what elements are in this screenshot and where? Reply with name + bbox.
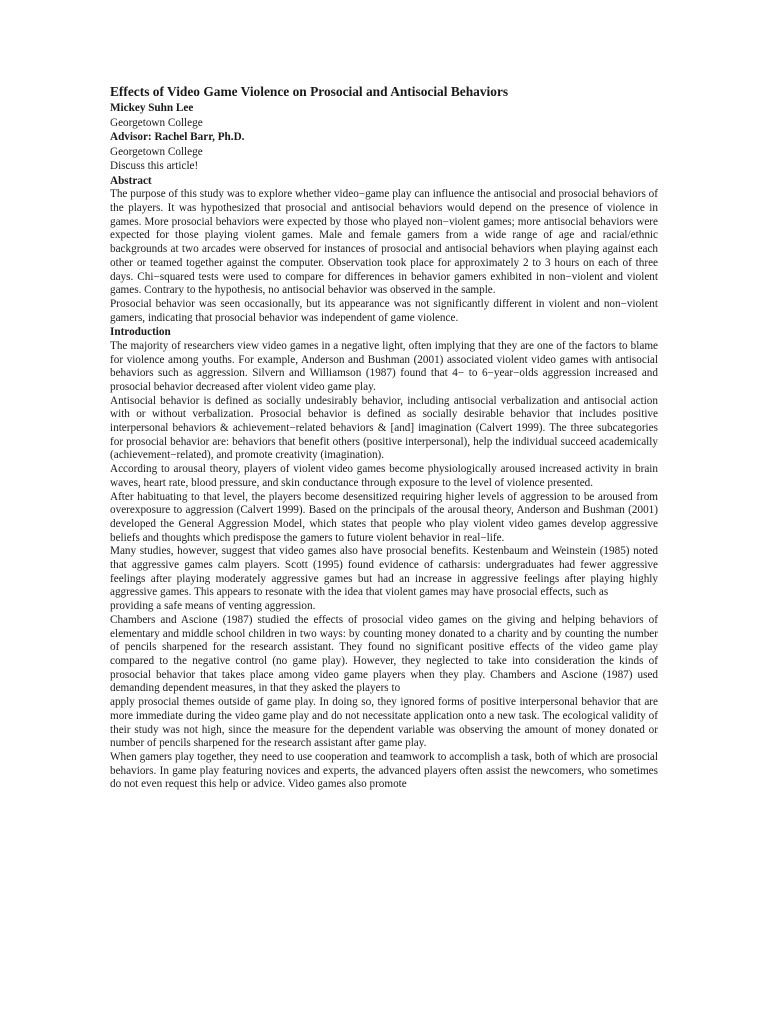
advisor-name: Advisor: Rachel Barr, Ph.D.: [110, 131, 245, 144]
author-name: Mickey Suhn Lee: [110, 102, 194, 114]
introduction-paragraph: apply prosocial themes outside of game play. In doing so, they ignored forms of positive interpersonal behavior that are more immediate during the video game play and do not necessitate application onto a new task. The ecological validity of their study was not high, since the measure for the dependent variable was observing the amount of money donated or number of pencils sharpened for the research assistant after game play.: [110, 696, 658, 750]
introduction-paragraph: When gamers play together, they need to use cooperation and teamwork to accomplish a task, both of which are prosocial behaviors. In game play featuring novices and experts, the advanced players often assist the newcomers, who sometimes do not even request this help or advice. Video games also promote: [110, 750, 658, 791]
introduction-paragraph: Chambers and Ascione (1987) studied the effects of prosocial video games on the giving and helping behaviors of elementary and middle school children in two ways: by counting money donated to a charity and by counting the number of pencils sharpened for the research assistant. They found no significant positive effects of the video game play compared to the negative control (no game play). However, they neglected to take into consideration the kinds of prosocial behavior that takes place among video game players when they play. Chambers and Ascione (1987) used demanding dependent measures, in that they asked the players to: [110, 613, 658, 695]
introduction-paragraph: Antisocial behavior is defined as socially undesirably behavior, including antisocial verbalization and antisocial action with or without verbalization. Prosocial behavior is defined as socially desirable behavior that includes positive interpersonal behaviors & achievement−related behaviors & [and] imagination (Calvert 1999). The three subcategories for prosocial behavior are: behaviors that benefit others (positive interpersonal), help the individual succeed academically (achievement−related), and promote creativity (imagination).: [110, 394, 658, 462]
abstract-paragraph: Prosocial behavior was seen occasionally, but its appearance was not significantly different in violent and non−violent gamers, indicating that prosocial behavior was independent of game violence.: [110, 298, 658, 324]
article-page: [110, 84, 658, 792]
introduction-paragraph: After habituating to that level, the players become desensitized requiring higher levels of aggression to be aroused from overexposure to aggression (Calvert 1999). Based on the principals of the arousal theory, Anderson and Bushman (2001) developed the General Aggression Model, which states that people who play violent video games develop aggressive beliefs and thoughts which predispose the gamers to future violent behavior in real−life.: [110, 490, 658, 544]
author-affiliation: Georgetown College: [110, 116, 203, 129]
advisor-affiliation: Georgetown College: [110, 145, 203, 158]
introduction-paragraph: providing a safe means of venting aggression.: [110, 600, 316, 613]
abstract-paragraph: The purpose of this study was to explore whether video−game play can influence the antisocial and prosocial behaviors of the players. It was hypothesized that prosocial and antisocial behaviors would depend on the presence of violence in games. More prosocial behaviors were expected by those who played non−violent games; more antisocial behaviors were expected for those playing violent games. Male and female gamers from a wide range of age and racial/ethnic backgrounds at two arcades were observed for instances of prosocial and antisocial behaviors when playing against each other or teamed together against the computer. Observation took place for approximately 2 to 3 hours on each of three days. Chi−squared tests were used to compare for differences in behavior gamers exhibited in non−violent and violent games. Contrary to the hypothesis, no antisocial behavior was observed in the sample.: [110, 188, 658, 297]
article-title: Effects of Video Game Violence on Prosocial and Antisocial Behaviors: [110, 84, 509, 99]
introduction-paragraph: The majority of researchers view video games in a negative light, often implying that they are one of the factors to blame for violence among youths. For example, Anderson and Bushman (2001) associated violent video games with antisocial behaviors such as aggression. Silvern and Williamson (1987) found that 4− to 6−year−olds aggression increased and prosocial behavior decreased after violent video game play.: [110, 339, 658, 393]
introduction-paragraph: Many studies, however, suggest that video games also have prosocial benefits. Kestenbaum and Weinstein (1985) noted that aggressive games calm players. Scott (1995) found evidence of catharsis: undergraduates had fewer aggressive feelings after playing moderately aggressive games but had an increase in aggressive feelings after playing highly aggressive games. This appears to resonate with the idea that violent games may have prosocial effects, such as: [110, 545, 658, 599]
abstract-heading: Abstract: [110, 174, 152, 187]
introduction-heading: Introduction: [110, 326, 171, 339]
discuss-article-link[interactable]: Discuss this article!: [110, 160, 199, 173]
introduction-paragraph: According to arousal theory, players of violent video games become physiologically aroused increased activity in brain waves, heart rate, blood pressure, and skin conductance through exposure to the level of violence presented.: [110, 463, 658, 489]
